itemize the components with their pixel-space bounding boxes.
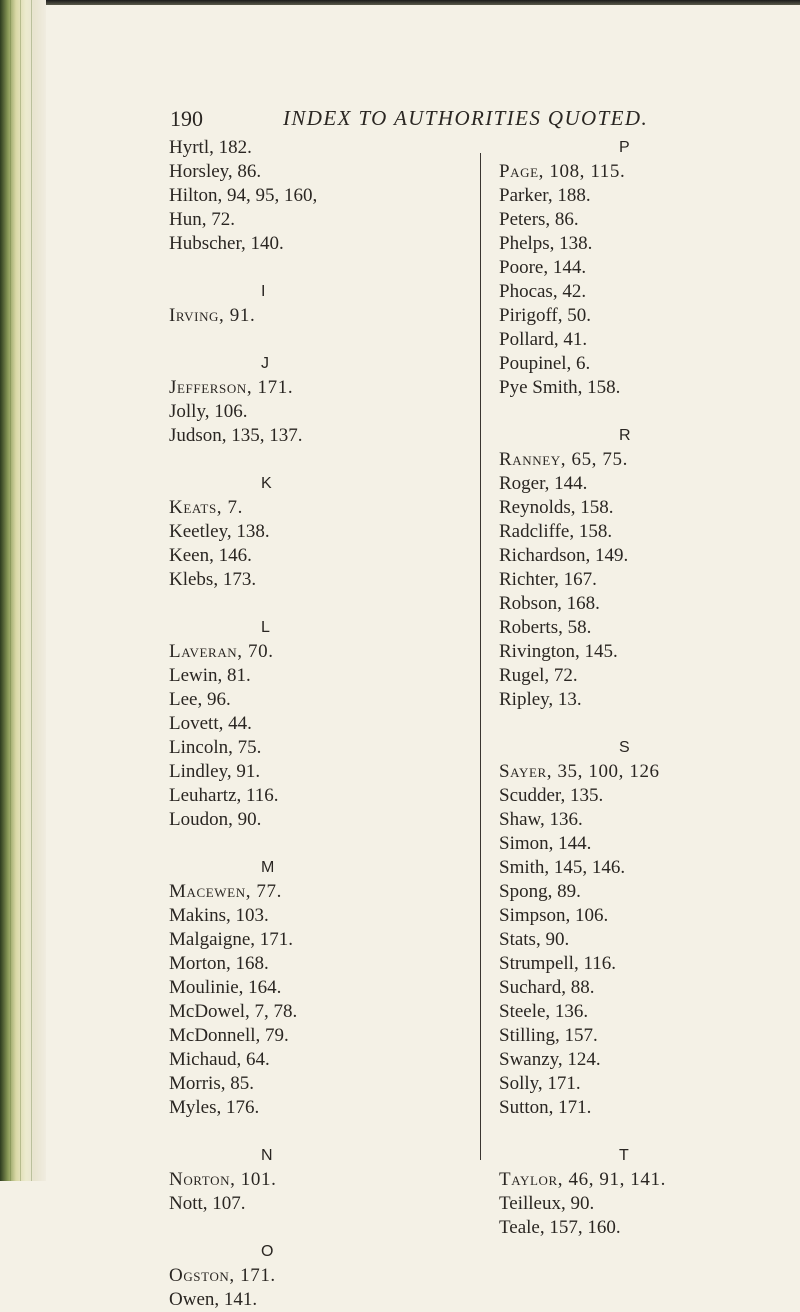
spine-line xyxy=(31,0,32,1181)
section-letter: T xyxy=(619,1147,629,1164)
index-entry: Jolly, 106. xyxy=(169,401,248,422)
index-entry: Robson, 168. xyxy=(499,593,600,614)
index-entry: Lewin, 81. xyxy=(169,665,251,686)
index-entry: Norton, 101. xyxy=(169,1169,277,1190)
index-entry: Klebs, 173. xyxy=(169,569,257,590)
index-entry: Hun, 72. xyxy=(169,209,235,230)
index-entry: Morris, 85. xyxy=(169,1073,254,1094)
section-spacer xyxy=(499,400,789,424)
index-entry: Judson, 135, 137. xyxy=(169,425,303,446)
index-entry: Ripley, 13. xyxy=(499,689,582,710)
index-entry: Teale, 157, 160. xyxy=(499,1217,621,1238)
index-entry: Spong, 89. xyxy=(499,881,581,902)
index-entry: McDonnell, 79. xyxy=(169,1025,289,1046)
section-spacer xyxy=(169,256,469,280)
index-entry: Keetley, 138. xyxy=(169,521,270,542)
section-spacer xyxy=(169,1120,469,1144)
index-entry: Irving, 91. xyxy=(169,305,256,326)
section-letter: S xyxy=(619,739,630,756)
section-spacer xyxy=(169,1216,469,1240)
index-entry: Owen, 141. xyxy=(169,1289,258,1310)
index-entry: Radcliffe, 158. xyxy=(499,521,613,542)
index-entry: Sutton, 171. xyxy=(499,1097,592,1118)
index-entry: Scudder, 135. xyxy=(499,785,604,806)
index-entry: Pirigoff, 50. xyxy=(499,305,592,326)
index-entry: Poupinel, 6. xyxy=(499,353,591,374)
index-entry: Ranney, 65, 75. xyxy=(499,449,628,470)
index-entry: Hubscher, 140. xyxy=(169,233,284,254)
index-entry: Pollard, 41. xyxy=(499,329,588,350)
index-entry: Parker, 188. xyxy=(499,185,591,206)
index-entry: Malgaigne, 171. xyxy=(169,929,294,950)
index-entry: Shaw, 136. xyxy=(499,809,583,830)
index-entry: Rugel, 72. xyxy=(499,665,578,686)
page-header xyxy=(0,104,800,140)
index-entry: Leuhartz, 116. xyxy=(169,785,279,806)
section-letter: R xyxy=(619,427,631,444)
index-entry: Taylor, 46, 91, 141. xyxy=(499,1169,666,1190)
index-entry: Horsley, 86. xyxy=(169,161,262,182)
index-entry: Phocas, 42. xyxy=(499,281,587,302)
page-number: 190 xyxy=(170,106,203,131)
index-entry: Roger, 144. xyxy=(499,473,588,494)
index-entry: Roberts, 58. xyxy=(499,617,592,638)
index-entry: Solly, 171. xyxy=(499,1073,581,1094)
index-entry: Keen, 146. xyxy=(169,545,252,566)
index-entry: Swanzy, 124. xyxy=(499,1049,601,1070)
index-entry: Page, 108, 115. xyxy=(499,161,626,182)
index-entry: Pye Smith, 158. xyxy=(499,377,621,398)
index-entry: Phelps, 138. xyxy=(499,233,593,254)
spine-line xyxy=(10,0,11,1181)
section-letter: M xyxy=(261,859,275,876)
index-entry: Loudon, 90. xyxy=(169,809,262,830)
section-letter: P xyxy=(619,139,630,156)
index-entry: Reynolds, 158. xyxy=(499,497,614,518)
section-spacer xyxy=(499,712,789,736)
index-entry: Richardson, 149. xyxy=(499,545,629,566)
index-entry: Jefferson, 171. xyxy=(169,377,294,398)
index-entry: Richter, 167. xyxy=(499,569,597,590)
index-entry: Steele, 136. xyxy=(499,1001,589,1022)
index-entry: Strumpell, 116. xyxy=(499,953,616,974)
index-entry: Ogston, 171. xyxy=(169,1265,276,1286)
section-spacer xyxy=(499,1120,789,1144)
index-entry: Lincoln, 75. xyxy=(169,737,262,758)
index-entry: Moulinie, 164. xyxy=(169,977,282,998)
top-edge xyxy=(0,0,800,5)
index-entry: Stilling, 157. xyxy=(499,1025,598,1046)
index-entry: Teilleux, 90. xyxy=(499,1193,595,1214)
index-entry: Sayer, 35, 100, 126 xyxy=(499,761,660,782)
index-entry: Lee, 96. xyxy=(169,689,231,710)
section-spacer xyxy=(169,448,469,472)
spine-line xyxy=(20,0,21,1181)
book-spine xyxy=(0,0,46,1181)
index-entry: Simon, 144. xyxy=(499,833,592,854)
index-entry: Hilton, 94, 95, 160, xyxy=(169,185,318,206)
index-entry: Peters, 86. xyxy=(499,209,579,230)
index-entry: Lindley, 91. xyxy=(169,761,261,782)
column-divider xyxy=(480,153,481,1160)
index-entry: Stats, 90. xyxy=(499,929,570,950)
running-title: INDEX TO AUTHORITIES QUOTED. xyxy=(283,106,649,130)
right-index-column xyxy=(499,136,789,1240)
section-spacer xyxy=(169,328,469,352)
section-spacer xyxy=(169,832,469,856)
index-entry: Smith, 145, 146. xyxy=(499,857,626,878)
index-entry: Myles, 176. xyxy=(169,1097,260,1118)
section-letter: O xyxy=(261,1243,274,1260)
index-entry: Michaud, 64. xyxy=(169,1049,270,1070)
index-entry: Nott, 107. xyxy=(169,1193,246,1214)
section-letter: L xyxy=(261,619,270,636)
index-entry: Makins, 103. xyxy=(169,905,269,926)
index-entry: Rivington, 145. xyxy=(499,641,618,662)
index-entry: Macewen, 77. xyxy=(169,881,282,902)
section-letter: I xyxy=(261,283,266,300)
index-entry: Suchard, 88. xyxy=(499,977,595,998)
index-entry: Simpson, 106. xyxy=(499,905,609,926)
section-letter: N xyxy=(261,1147,273,1164)
section-spacer xyxy=(169,592,469,616)
section-letter: K xyxy=(261,475,272,492)
left-index-column xyxy=(169,136,469,1312)
index-entry: McDowel, 7, 78. xyxy=(169,1001,298,1022)
index-entry: Keats, 7. xyxy=(169,497,243,518)
index-entry: Lovett, 44. xyxy=(169,713,252,734)
section-letter: J xyxy=(261,355,269,372)
index-entry: Morton, 168. xyxy=(169,953,269,974)
index-entry: Hyrtl, 182. xyxy=(169,137,252,158)
index-entry: Poore, 144. xyxy=(499,257,587,278)
index-entry: Laveran, 70. xyxy=(169,641,274,662)
